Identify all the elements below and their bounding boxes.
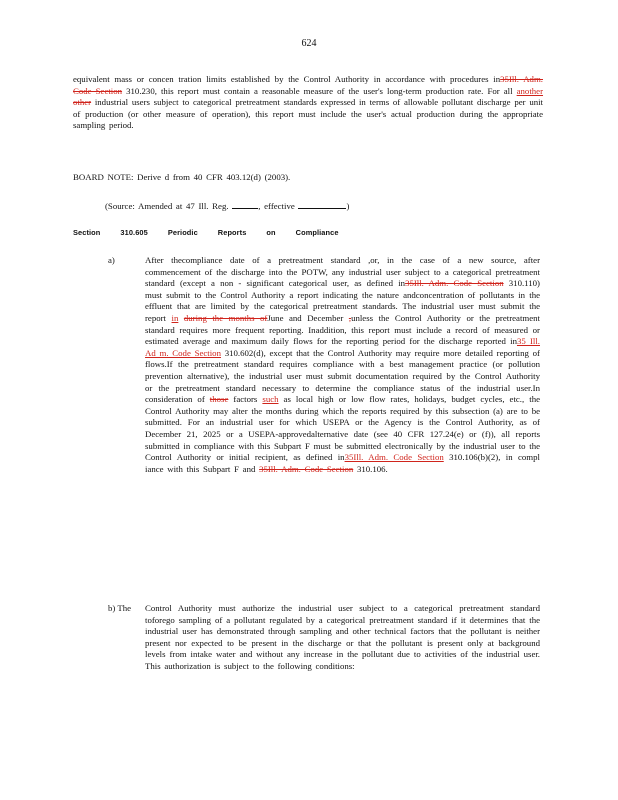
section-heading: Section 310.605 Periodic Reports on Compliance <box>73 228 339 237</box>
subsection-label-b: b) The <box>108 603 132 613</box>
board-note: BOARD NOTE: Derive d from 40 CFR 403.12(d) (2003). <box>73 172 291 182</box>
subsection-a: After thecompliance date of a pretreatment standard ,or, in the case of a new source, after commencement of the discharge into the POTW, any industrial user subject to a categorical pretreatment standard (except a non - significant categorical user, as defined in35Ill. Adm. Code Section 310.110) must submit to the Control Authority a report indicating the nature andconcentration of pollutants in the effluent that are limited by the categorical pretreatment standards. The industrial user must submit the report in during the months ofJune and December ,unless the Control Authority or the pretreatment standard requires more frequent reporting. Inaddition, this report must include a record of measured or estimated average and maximum daily flows for the reporting period for the discharge reported in35 Ill. Ad m. Code Section 310.602(d), except that the Control Authority may require more detailed reporting of flows.If the pretreatment standard requires compliance with a best management practice (or pollution prevention alternative), the industrial user must submit documentation required by the Control Authority or the pretreatment standard necessary to determine the compliance status of the industrial user.In consideration of those factors such as local high or low flow rates, holidays, budget cycles, etc., the Control Authority may alter the months during which the reports required by this subsection (a) are to be submitted. For an industrial user for which USEPA or the Agency is the Control Authority, as of December 21, 2025 or a USEPA-approvedalternative date (see 40 CFR 127.24(e) or (f)), all reports submitted in compliance with this Subpart F must be submitted electronically by the industrial user to the Control Authority or initial recipient, as defined in35Ill. Adm. Code Section 310.106(b)(2), in compl iance with this Subpart F and 35Ill. Adm. Code Section 310.106. <box>145 255 540 474</box>
deleted-text: , <box>348 312 352 323</box>
deleted-text: 35Ill. Adm. Code Section <box>73 74 543 96</box>
deleted-text: 35Ill. Adm. Code Section <box>259 463 354 474</box>
deleted-text: during the months of <box>183 312 268 323</box>
subsection-b: Control Authority must authorize the industrial user subject to a categorical pretreatment standard toforego sampling of a pollutant regulated by a categorical pretreatment standard if it determines that the industrial user has demonstrated through sampling and other technical factors that the pollutant is neither present nor expected to be present in the discharge or that the pollutant is present only at background levels from intake water and without any increase in the pollutant due to activities of the industrial user. This authorization is subject to the following conditions: <box>145 603 540 671</box>
deleted-text: those <box>209 394 229 405</box>
page-number: 624 <box>301 38 317 49</box>
paragraph-production-rate: equivalent mass or concen tration limits established by the Control Authority in accordance with procedures in35Ill. Adm. Code Section 310.230, this report must contain a reasonable measure of the user's long-term production rate. For all another other industrial users subject to categorical pretreatment standards expressed in terms of allowable pollutant discharge per unit of production (or other measure of operation), this report must include the user's actual production during the appropriate sampling period. <box>73 74 544 131</box>
subsection-label-a: a) <box>108 255 115 265</box>
deleted-text: other <box>73 97 92 108</box>
inserted-text: another <box>516 85 544 96</box>
blank-line <box>232 200 258 209</box>
inserted-text: such <box>262 394 279 405</box>
inserted-text: 35 Ill. Ad m. Code Section <box>145 336 540 358</box>
inserted-text: in <box>171 312 179 323</box>
blank-line <box>298 200 346 209</box>
deleted-text: 35Ill. Adm. Code Section <box>405 278 504 289</box>
inserted-text: 35Ill. Adm. Code Section <box>344 452 444 463</box>
source-note: (Source: Amended at 47 Ill. Reg. , effective ) <box>105 201 350 211</box>
